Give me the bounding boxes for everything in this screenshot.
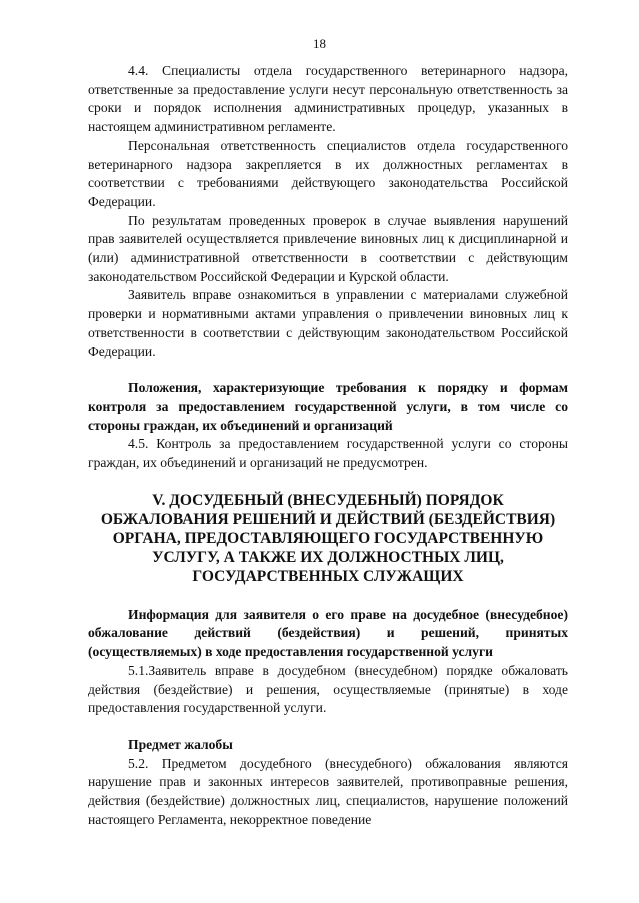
paragraph-5-2: 5.2. Предметом досудебного (внесудебного) обжалования являются нарушение прав и законных интересов заявителей, противоправные решения, действия (бездействие) должностных лиц, специалистов, нарушение положений настоящего Регламента, некорректное поведение [88, 755, 568, 827]
paragraph-inspection-results: По результатам проведенных проверок в случае выявления нарушений прав заявителей осуществляется привлечение виновных лиц к дисциплинарной и (или) административной ответственности в соответствии с действующим законодательством Российской Федерации и Курской области. [88, 212, 568, 284]
page-content [88, 62, 568, 830]
paragraph-5-1: 5.1.Заявитель вправе в досудебном (внесудебном) порядке обжаловать действия (бездействие) и решения, осуществляемые (принятые) в ходе предоставления государственной услуги. [88, 662, 568, 716]
paragraph-personal-responsibility: Персональная ответственность специалистов отдела государственного ветеринарного надзора закрепляется в их должностных регламентах в соответствии с требованиями действующего законодательства Российской Федерации. [88, 137, 568, 209]
paragraph-applicant-rights: Заявитель вправе ознакомиться в управлении с материалами служебной проверки и нормативными актами управления о привлечении виновных лиц к ответственности в соответствии с действующим законодательством Российской Федерации. [88, 287, 568, 359]
heading-applicant-info: Информация для заявителя о его праве на досудебное (внесудебное) обжалование действий (бездействия) и решений, принятых (осуществляемых) в ходе предоставления государственной услуги [88, 606, 568, 660]
heading-complaint-subject: Предмет жалобы [128, 736, 233, 752]
paragraph-4-5: 4.5. Контроль за предоставлением государственной услуги со стороны граждан, их объединений и организаций не предусмотрен. [88, 436, 568, 471]
paragraph-4-4: 4.4. Специалисты отдела государственного ветеринарного надзора, ответственные за предоставление услуги несут персональную ответственность за сроки и порядок исполнения административных процедур, указанных в настоящем административном регламенте. [88, 63, 568, 135]
page-number: 18 [313, 36, 326, 51]
heading-control-requirements: Положения, характеризующие требования к порядку и формам контроля за предоставлением государственной услуги, в том числе со стороны граждан, их объединений и организаций [88, 380, 568, 433]
section-v-title: V. ДОСУДЕБНЫЙ (ВНЕСУДЕБНЫЙ) ПОРЯДОК ОБЖАЛОВАНИЯ РЕШЕНИЙ И ДЕЙСТВИЙ (БЕЗДЕЙСТВИЯ) ОРГАНА, ПРЕДОСТАВЛЯЮЩЕГО ГОСУДАРСТВЕННУЮ УСЛУГУ, А ТАКЖЕ ИХ ДОЛЖНОСТНЫХ ЛИЦ, ГОСУДАРСТВЕННЫХ СЛУЖАЩИХ [100, 491, 556, 585]
